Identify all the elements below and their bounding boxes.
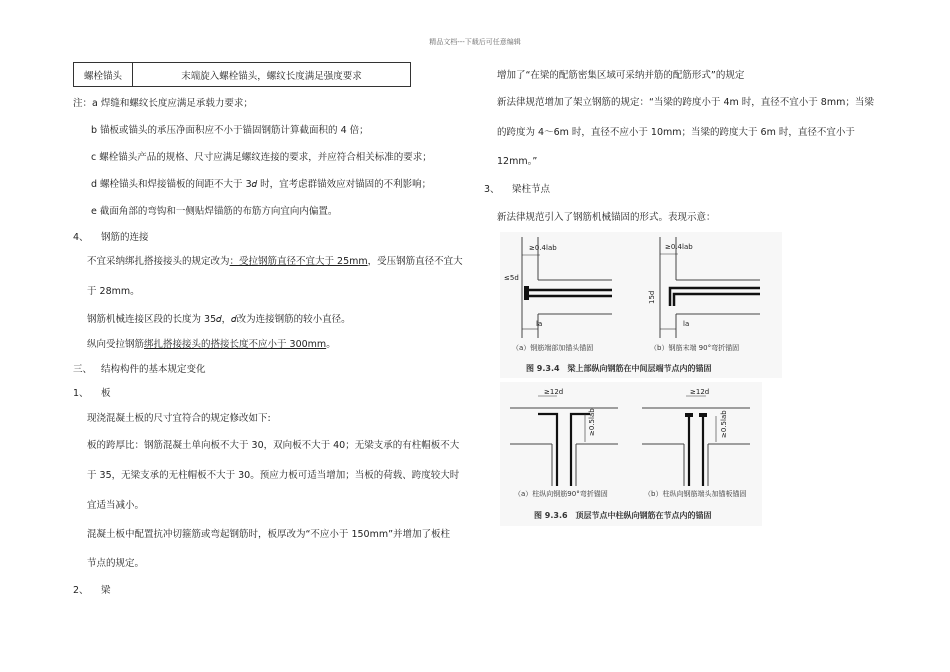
figure-beam-anchorage-drawing [500, 232, 782, 378]
paragraph-slab-intro: 现浇混凝土板的尺寸宜符合的规定修改如下: [87, 413, 271, 424]
lap-length-text-c: 。 [326, 339, 336, 350]
subcaption-a: （a）钢筋端部加锚头锚固 [512, 344, 594, 352]
paragraph-lap-splice [87, 256, 463, 268]
lap-splice-text-a: 不宜采纳绑扎搭接接头的规定改为 [87, 256, 230, 267]
paragraph-slab-thickness-2: 节点的规定。 [87, 558, 145, 569]
note-c: c 螺栓锚头产品的规格、尺寸应满足螺纹连接的要求，并应符合相关标准的要求； [91, 152, 432, 163]
table-cell-type: 螺栓锚头 [74, 63, 133, 87]
figure-caption: 图 9.3.4 梁上部纵向钢筋在中间层端节点内的锚固 [526, 364, 712, 373]
dim-label: la [536, 320, 543, 328]
paragraph-mechanical-joint: 钢筋机械连接区段的长度为 35𝑑，𝑑改为连接钢筋的较小直径。 [87, 314, 351, 325]
subcaption-b: （b）柱纵向钢筋端头加锚板锚固 [644, 490, 747, 498]
paragraph-erection-bars-3: 12mm。” [497, 156, 538, 167]
table-row [74, 63, 411, 87]
lap-length-text-b: 绑扎搭接接头的搭接长度不应小于 300mm [144, 339, 327, 350]
dim-label: ≥0.4lab [665, 243, 693, 251]
paragraph-erection-bars-1: 新法律规范增加了架立钢筋的规定：“当梁的跨度小于 4m 时，直径不宜小于 8mm；当梁 [497, 97, 874, 108]
table-cell-desc: 末端旋入螺栓锚头，螺纹长度满足强度要求 [133, 63, 411, 87]
diagram-a [510, 388, 618, 498]
diagram-b [642, 388, 750, 498]
section-3-title: 梁柱节点 [512, 184, 551, 195]
dim-label: ≥0.5lab [720, 410, 728, 438]
figure-column-anchorage-drawing [500, 382, 762, 526]
dim-label: ≥0.4lab [529, 244, 557, 252]
diagram-b [648, 237, 760, 352]
subsection-2-title: 梁 [101, 585, 111, 596]
note-d: d 螺栓锚头和焊接锚板的间距不大于 3𝑑 时，宜考虑群锚效应对锚固的不利影响； [91, 179, 432, 190]
paragraph-mech-anchor: 新法律规范引入了钢筋机械锚固的形式。表现示意： [497, 212, 716, 223]
dim-label: ≥12d [544, 388, 564, 396]
figure-beam-anchorage [500, 232, 782, 378]
paragraph-lap-length [87, 339, 336, 351]
dim-label: 15d [648, 290, 656, 304]
dim-label: ≥12d [690, 388, 710, 396]
dim-label: ≥0.5lab [588, 408, 596, 436]
section-3-number: 3、 [484, 184, 500, 195]
paragraph-slab-ratio-2: 于 35，无梁支承的无柱帽板不大于 30。预应力板可适当增加；当板的荷载、跨度较大时 [87, 470, 460, 481]
paragraph-lap-splice-cont: 于 28mm。 [87, 286, 140, 297]
section-4-number: 4、 [73, 232, 89, 243]
lap-splice-text-b: ：受拉钢筋直径不宜大于 25mm [229, 256, 368, 267]
chapter-3-number: 三、 [73, 364, 93, 375]
subcaption-b: （b）钢筋末端 90°弯折锚固 [650, 344, 740, 352]
anchor-spec-table [73, 62, 411, 87]
page-header: 精品文档---下载后可任意编辑 [429, 38, 521, 46]
paragraph-slab-ratio-1: 板的跨厚比：钢筋混凝土单向板不大于 30，双向板不大于 40；无梁支承的有柱帽板不大 [87, 440, 460, 451]
note-a: 注：a 焊缝和螺纹长度应满足承载力要求； [73, 98, 253, 109]
section-4-title: 钢筋的连接 [101, 232, 149, 243]
note-e: e 截面角部的弯钩和一侧贴焊锚筋的布筋方向宜向内偏置。 [91, 206, 338, 217]
paragraph-bundled-bars: 增加了“在梁的配筋密集区域可采纳并筋的配筋形式”的规定 [497, 70, 745, 81]
paragraph-erection-bars-2: 的跨度为 4～6m 时，直径不应小于 10mm；当梁的跨度大于 6m 时，直径不宜小于 [497, 127, 855, 138]
subsection-2-number: 2、 [73, 585, 89, 596]
lap-splice-text-c: ，受压钢筋直径不宜大 [367, 256, 463, 267]
paragraph-slab-ratio-3: 宜适当减小。 [87, 500, 145, 511]
subsection-1-number: 1、 [73, 388, 89, 399]
note-b: b 锚板或锚头的承压净面积应不小于锚固钢筋计算截面积的 4 倍； [91, 125, 369, 136]
figure-caption: 图 9.3.6 顶层节点中柱纵向钢筋在节点内的锚固 [534, 511, 712, 520]
lap-length-text-a: 纵向受拉钢筋 [87, 339, 145, 350]
diagram-a [504, 237, 612, 352]
figure-column-anchorage [500, 382, 762, 526]
dim-label: la [683, 320, 690, 328]
chapter-3-title: 结构构件的基本规定变化 [101, 364, 206, 375]
subsection-1-title: 板 [101, 388, 111, 399]
subcaption-a: （a）柱纵向钢筋90°弯折锚固 [514, 490, 608, 498]
paragraph-slab-thickness-1: 混凝土板中配置抗冲切箍筋或弯起钢筋时，板厚改为“不应小于 150mm”并增加了板柱 [87, 529, 451, 540]
dim-label: ≤5d [504, 274, 519, 282]
